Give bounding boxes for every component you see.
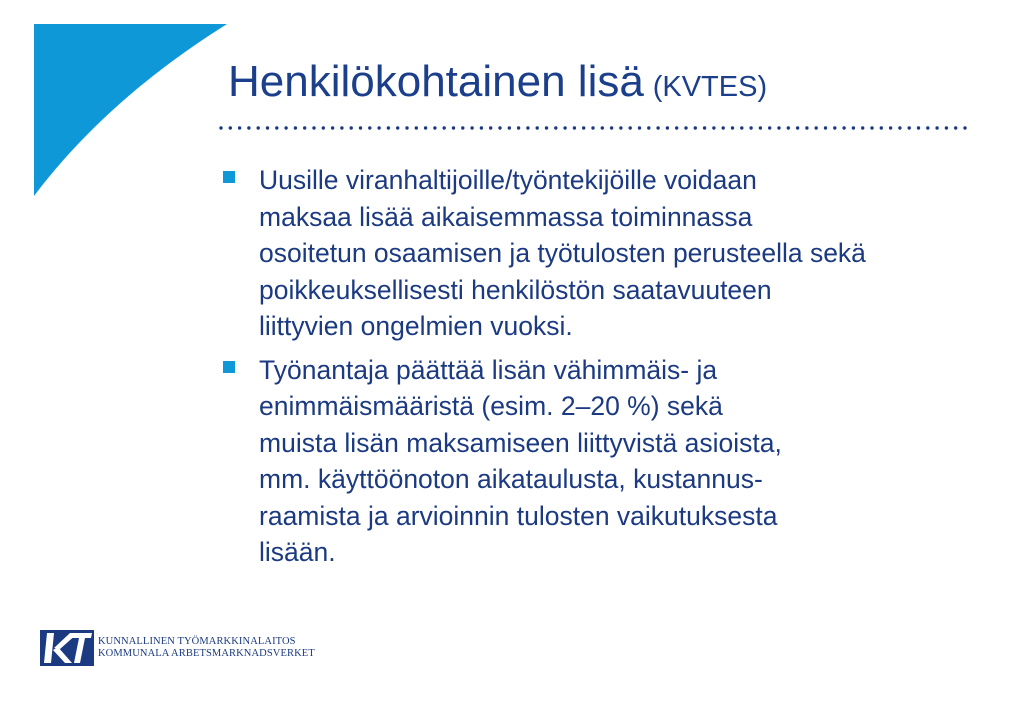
bullet-text-line: lisään. [259,537,336,567]
corner-decoration-shape [0,0,240,210]
slide-title-suffix: (KVTES) [652,71,768,103]
bullet-text-line: poikkeuksellisesti henkilöstön saatavuuteen [259,274,772,305]
bullet-text-line: Uusille viranhaltijoille/työntekijöille voidaan [259,165,757,195]
bullet-text-line: maksaa lisää aikaisemmassa toiminnassa [259,201,753,232]
org-name-finnish: KUNNALLINEN TYÖMARKKINALAITOS [98,636,296,647]
square-bullet-icon [223,171,235,183]
bullet-text-line: enimmäismääristä (esim. 2–20 %) sekä [259,391,723,421]
org-name-swedish: KOMMUNALA ARBETSMARKNADSVERKET [98,648,315,659]
org-names [98,636,315,660]
bullet-text-line: liittyvien ongelmien vuoksi. [259,311,573,341]
bullet-text-line: mm. käyttöönoton aikataulusta, kustannus- [259,464,763,494]
bullet-list [220,162,1000,578]
bullet-text-line: muista lisän maksamiseen liittyvistä asioista, [259,427,782,458]
bullet-text-line: osoitetun osaamisen ja työtulosten perusteella sekä [259,238,866,268]
bullet-item-employer-decides [220,352,1000,571]
bullet-item-new-employees [220,162,1000,345]
square-bullet-icon [223,361,235,373]
footer-logo [40,630,315,666]
kt-logo-mark-icon [40,630,94,666]
slide-title-main: Henkilökohtainen lisä [228,57,644,106]
title-dotted-divider [218,124,973,132]
bullet-text-line: Työnantaja päättää lisän vähimmäis- ja [259,354,718,385]
slide-title [228,57,768,106]
bullet-text-line: raamista ja arvioinnin tulosten vaikutuksesta [259,500,778,531]
